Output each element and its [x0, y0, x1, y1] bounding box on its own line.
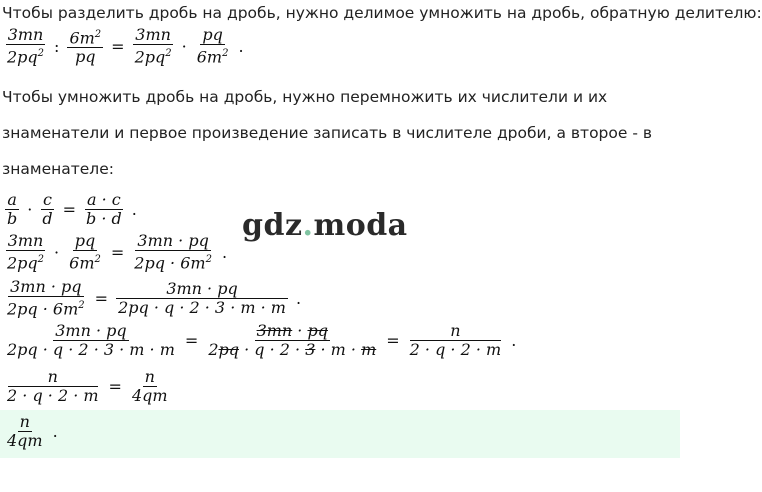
answer-highlight: [0, 410, 680, 458]
numerator: 3mn: [135, 25, 171, 44]
step-5: $\frac{3mn \cdot pq}{2pq \cdot q \cdot 2 \cdot 3 \cdot m \cdot m}$ = $\frac{3mn \cdot pq}{2pq \cdot q \cdot 2 \cdot 3 \cdot m \cdot m}$ = $\frac{n}{2 \cdot q \cdot 2 \cdot m}$ .: [7, 321, 517, 359]
denominator: pq: [75, 47, 96, 67]
step-multiply-rule: $\frac{a}{b}$ · $\frac{c}{d}$ = $\frac{a \cdot c}{b \cdot d}$ .: [7, 190, 137, 228]
rule-divide-text: Чтобы разделить дробь на дробь, нужно делимое умножить на дробь, обратную делителю:: [2, 4, 762, 22]
denominator: $2pq^2$: [7, 47, 45, 67]
fraction: [195, 26, 231, 66]
denominator: $2pq^2$: [134, 47, 172, 67]
fraction: [67, 26, 103, 66]
step-4: $\frac{3mn \cdot pq}{2pq \cdot 6m^2}$ = $\frac{3mn \cdot pq}{2pq \cdot q \cdot 2 \cdot 3 \cdot m \cdot m}$ .: [7, 277, 302, 319]
cancelled-numerator: 3mn · pq: [256, 321, 328, 340]
fraction: [133, 26, 174, 66]
rule-multiply-line-2: знаменатели и первое произведение записать в числителе дроби, а второе - в: [2, 124, 652, 142]
watermark-logo: gdz.moda: [242, 208, 408, 243]
step-6: $\frac{n}{2 \cdot q \cdot 2 \cdot m}$ = $\frac{n}{4qm}$: [7, 367, 168, 405]
step-3: $\frac{3mn}{2pq^2}$ · $\frac{pq}{6m^2}$ = $\frac{3mn \cdot pq}{2pq \cdot 6m^2}$ .: [7, 231, 228, 273]
rule-multiply-line-1: Чтобы умножить дробь на дробь, нужно перемножить их числители и их: [2, 88, 608, 106]
numerator: $6m^2$: [67, 26, 103, 48]
step-divide-fractions: $\frac{3mn}{2pq^2}$ : $\frac{6m^2}{pq}$ = $\frac{3mn}{2pq^2}$ · $\frac{pq}{6m^2}$ .: [7, 25, 244, 67]
numerator: pq: [202, 25, 223, 44]
denominator: $6m^2$: [196, 47, 229, 67]
numerator: 3mn: [7, 25, 44, 44]
fraction: [5, 26, 46, 66]
cancelled-denominator: 2pq · q · 2 · 3 · m · m: [208, 340, 377, 359]
rule-multiply-line-3: знаменателе:: [2, 160, 114, 178]
final-answer: $\frac{n}{4qm}$ .: [7, 412, 58, 450]
